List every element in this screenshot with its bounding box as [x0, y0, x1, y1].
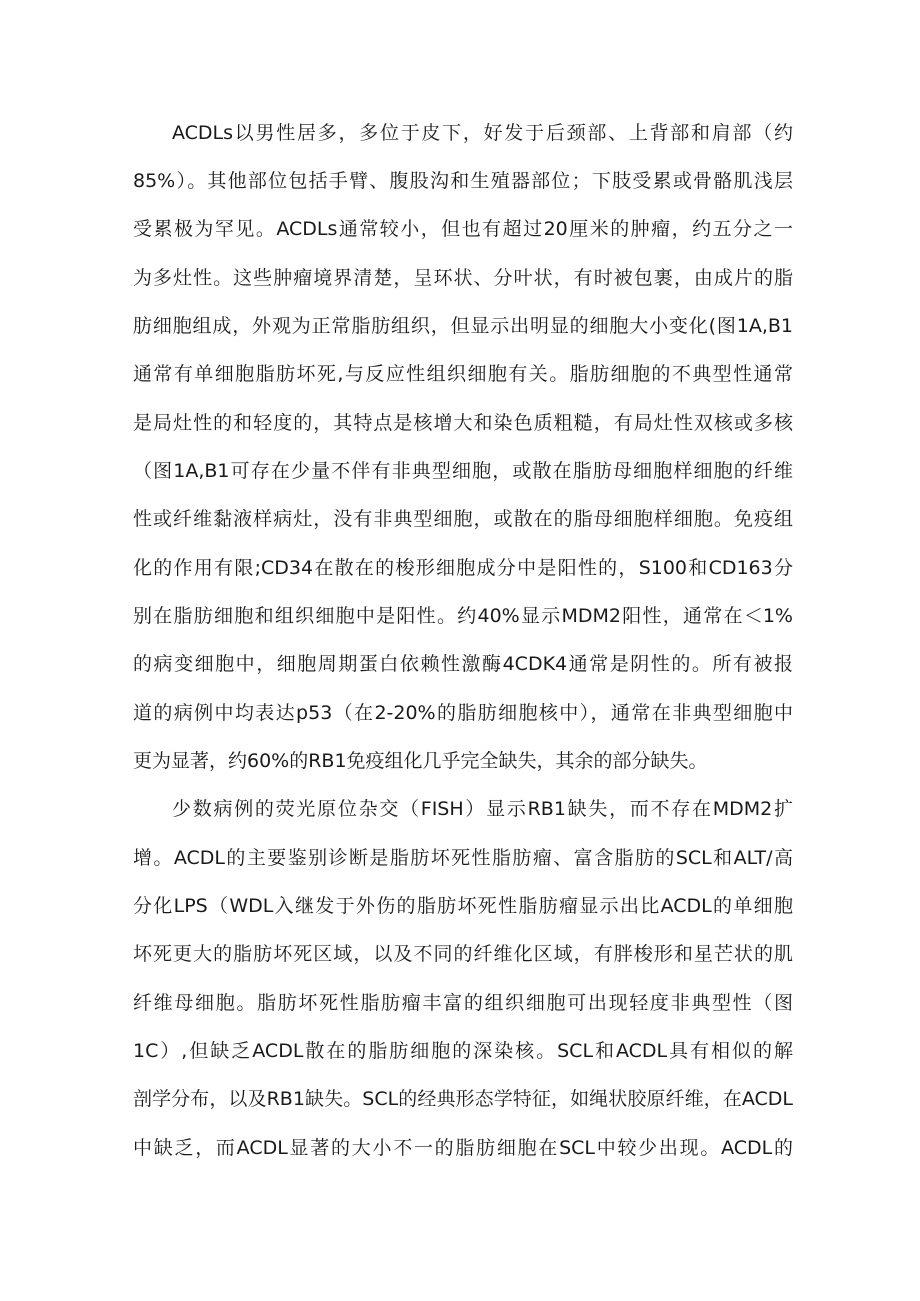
text-line: 中缺乏，而ACDL显著的大小不一的脂肪细胞在SCL中较少出现。ACDL的	[133, 1137, 793, 1159]
text-line: ACDLs以男性居多，多位于皮下，好发于后颈部、上背部和肩部（约	[172, 122, 793, 144]
text-line: 化的作用有限;CD34在散在的梭形细胞成分中是阳性的，S100和CD163分	[133, 557, 793, 579]
text-line: 受累极为罕见。ACDLs通常较小，但也有超过20厘米的肿瘤，约五分之一	[133, 218, 793, 240]
text-line: 的病变细胞中，细胞周期蛋白依赖性激酶4CDK4通常是阴性的。所有被报	[133, 653, 793, 675]
text-line: 别在脂肪细胞和组织细胞中是阳性。约40%显示MDM2阳性，通常在＜1%	[133, 605, 793, 627]
text-line: 分化LPS（WDL入继发于外伤的脂肪坏死性脂肪瘤显示出比ACDL的单细胞	[133, 895, 793, 917]
text-line: 1C）,但缺乏ACDL散在的脂肪细胞的深染核。SCL和ACDL具有相似的解	[133, 1040, 793, 1062]
text-line: 纤维母细胞。脂肪坏死性脂肪瘤丰富的组织细胞可出现轻度非典型性（图	[133, 992, 793, 1014]
text-line: 增。ACDL的主要鉴别诊断是脂肪坏死性脂肪瘤、富含脂肪的SCL和ALT/高	[133, 847, 793, 869]
text-line: 通常有单细胞脂肪坏死,与反应性组织细胞有关。脂肪细胞的不典型性通常	[133, 363, 793, 385]
text-line: 为多灶性。这些肿瘤境界清楚，呈环状、分叶状，有时被包裹，由成片的脂	[133, 267, 793, 289]
text-line: 少数病例的荧光原位杂交（FISH）显示RB1缺失，而不存在MDM2扩	[172, 798, 793, 820]
text-line: 性或纤维黏液样病灶，没有非典型细胞，或散在的脂母细胞样细胞。免疫组	[133, 508, 793, 530]
text-line: 道的病例中均表达p53（在2-20%的脂肪细胞核中），通常在非典型细胞中	[133, 702, 793, 724]
text-line: 是局灶性的和轻度的，其特点是核增大和染色质粗糙，有局灶性双核或多核	[133, 412, 793, 434]
text-line: 肪细胞组成，外观为正常脂肪组织，但显示出明显的细胞大小变化(图1A,B1	[133, 315, 793, 337]
text-line: （图1A,B1可存在少量不伴有非典型细胞，或散在脂肪母细胞样细胞的纤维	[133, 460, 793, 482]
text-line: 85%）。其他部位包括手臂、腹股沟和生殖器部位；下肢受累或骨骼肌浅层	[133, 170, 793, 192]
text-line: 剖学分布，以及RB1缺失。SCL的经典形态学特征，如绳状胶原纤维，在ACDL	[133, 1088, 793, 1110]
text-line: 坏死更大的脂肪坏死区域，以及不同的纤维化区域，有胖梭形和星芒状的肌	[133, 943, 793, 965]
text-line: 更为显著，约60%的RB1免疫组化几乎完全缺失，其余的部分缺失。	[133, 750, 708, 772]
